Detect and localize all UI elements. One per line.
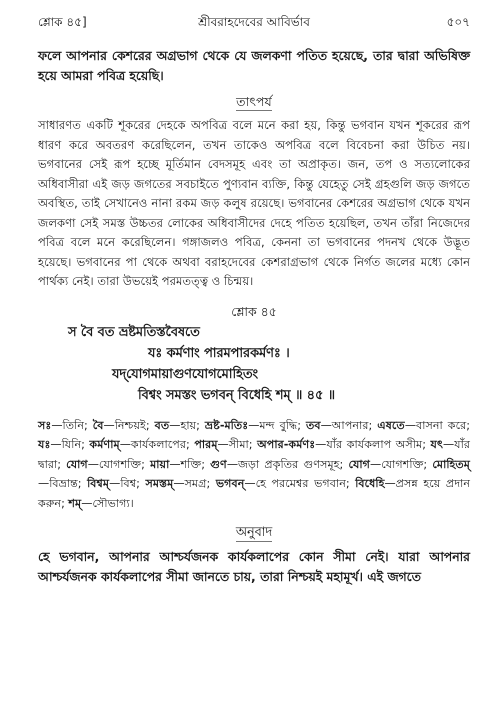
synonym-meaning: —হে পরমেশ্বর ভগবান; (244, 477, 356, 490)
synonym-word: ভগবন্ (215, 477, 245, 490)
synonym-meaning: —সীমা; (217, 438, 258, 451)
synonym-meaning: —মন্দ বুদ্ধি; (248, 418, 306, 432)
synonym-meaning: —কার্যকলাপের; (119, 438, 195, 451)
synonym-word: সঃ (38, 418, 52, 432)
verse-translation: হে ভগবান, আপনার আশ্চর্যজনক কার্যকলাপের কোন সীমা নেই। যারা আপনার আশ্চর্যজনক কার্যকলাপের সীমা জানতে চায়, তারা নিশ্চয়ই মহামূর্খ। এই জগতে (38, 549, 470, 584)
synonym-word: সমস্তম্ (145, 477, 174, 490)
synonym-meaning: —জড়া প্রকৃতির গুণসমূহ; (226, 457, 349, 471)
sanskrit-verse (38, 322, 470, 406)
translation-heading-label: অনুবাদ (235, 525, 273, 540)
synonym-meaning: —তিনি; (51, 418, 93, 432)
synonym-word: শম্ (68, 496, 82, 510)
synonym-meaning: —যাঁর দ্বারা; (38, 438, 470, 471)
synonym-meaning: —যাঁর কার্যকলাপ অসীম; (315, 438, 431, 451)
synonym-word: বিধেহি (355, 477, 385, 490)
synonym-meaning: —বিভ্রান্ত; (38, 477, 88, 490)
purport-paragraph: সাধারণত একটি শূকরের দেহকে অপবিত্র বলে মনে করা হয়, কিন্তু ভগবান যখন শূকরের রূপ ধারণ করে অবতরণ করেছিলেন, তখন তাকেও অপবিত্র বলে বিবেচনা করা উচিত নয়। ভগবানের সেই রূপ হচ্ছে মূর্তিমান বেদসমূহ এবং তা অপ্রাকৃত। জন, তপ ও সত্যলোকের অধিবাসীরা এই জড় জগতের সবচাইতে পুণ্যবান ব্যক্তি, কিন্তু যেহেতু সেই গ্রহগুলি জড় জগতে অবস্থিত, তাই সেখানেও নানা রকম জড় কলুষ রয়েছে। ভগবানের কেশরের অগ্রভাগ থেকে যখন জলকণা সেই সমস্ত উচ্চতর লোকের অধিবাসীদের দেহে পতিত হয়েছিল, তখন তাঁরা নিজেদের পবিত্র বলে মনে করেছিলেন। গঙ্গাজলও পবিত্র, কেননা তা ভগবানের পদনখ থেকে উদ্ভূত হয়েছে। ভগবানের পা থেকে অথবা বরাহদেবের কেশরাগ্রভাগ থেকে নির্গত জলের মধ্যে কোন পার্থক্য নেই। তারা উভয়েই পরমতত্ত্ব ও চিন্ময়। (38, 118, 470, 288)
word-for-word-synonyms (38, 416, 470, 514)
synonym-meaning: —শক্তি; (169, 457, 211, 471)
verse-line: যঃ কর্মণাং পারমপারকর্মণঃ । (148, 345, 290, 361)
header-verse-ref: শ্লোক ৪৫] (38, 15, 87, 29)
book-page (38, 14, 470, 587)
synonym-word: ভ্রষ্ট-মতিঃ (204, 418, 249, 432)
synonym-meaning: —বাসনা করে; (404, 418, 470, 432)
synonym-word: গুণ (210, 457, 227, 471)
purport-heading-label: তাৎপর্য (236, 94, 272, 109)
purport-heading (38, 94, 470, 114)
synonym-word: যঃ (38, 438, 51, 451)
synonym-word: তব (305, 418, 321, 432)
running-header (38, 14, 470, 32)
synonym-word: বিশ্বম্ (87, 477, 110, 490)
synonym-word: কর্মণাম্ (89, 438, 120, 451)
translation-continued: ফলে আপনার কেশরের অগ্রভাগ থেকে যে জলকণা পতিত হয়েছে, তার দ্বারা অভিষিক্ত হয়ে আমরা পবিত্র হয়েছি। (38, 48, 470, 83)
synonym-word: যৎ (430, 438, 443, 451)
synonym-word: মোহিতম্ (432, 457, 471, 471)
header-chapter-title: শ্রীবরাহদেবের আবির্ভাব (198, 15, 310, 29)
synonym-meaning: —নিশ্চয়ই; (103, 418, 155, 432)
verse-line: যদ্‌যোগমায়াগুণযোগমোহিতং (112, 366, 258, 382)
synonym-meaning: —হায়; (169, 418, 205, 432)
synonym-word: বত (154, 418, 170, 432)
synonym-meaning: —প্রসন্ন হয়ে প্রদান করুন; (38, 477, 470, 510)
translation-heading (38, 523, 470, 543)
synonym-meaning: —যোগশক্তি; (87, 457, 151, 471)
synonym-meaning: —যোগশক্তি; (370, 457, 433, 471)
verse-line: বিশ্বং সমস্তং ভগবন্ বিধেহি শম্ ॥ ৪৫ ॥ (138, 387, 335, 403)
synonym-word: যোগ (348, 457, 370, 471)
verse-number: শ্লোক ৪৫ (231, 303, 277, 319)
synonym-word: বৈ (92, 418, 104, 432)
page-number: ৫০৭ (446, 15, 470, 29)
synonym-word: অপার-কর্মণঃ (257, 438, 316, 451)
synonym-meaning: —সৌভাগ্য। (81, 496, 134, 510)
synonym-word: পারম্ (194, 438, 218, 451)
verse-line: স বৈ বত ভ্রষ্টমতিস্তবৈষতে (68, 324, 200, 340)
synonym-meaning: —যিনি; (50, 438, 90, 451)
synonym-word: মায়া (150, 457, 170, 471)
synonym-word: যোগ (66, 457, 88, 471)
synonym-meaning: —সমগ্র; (173, 477, 216, 490)
synonym-word: এষতে (377, 418, 405, 432)
synonym-meaning: —আপনার; (320, 418, 378, 432)
synonym-meaning: —বিশ্ব; (109, 477, 146, 490)
